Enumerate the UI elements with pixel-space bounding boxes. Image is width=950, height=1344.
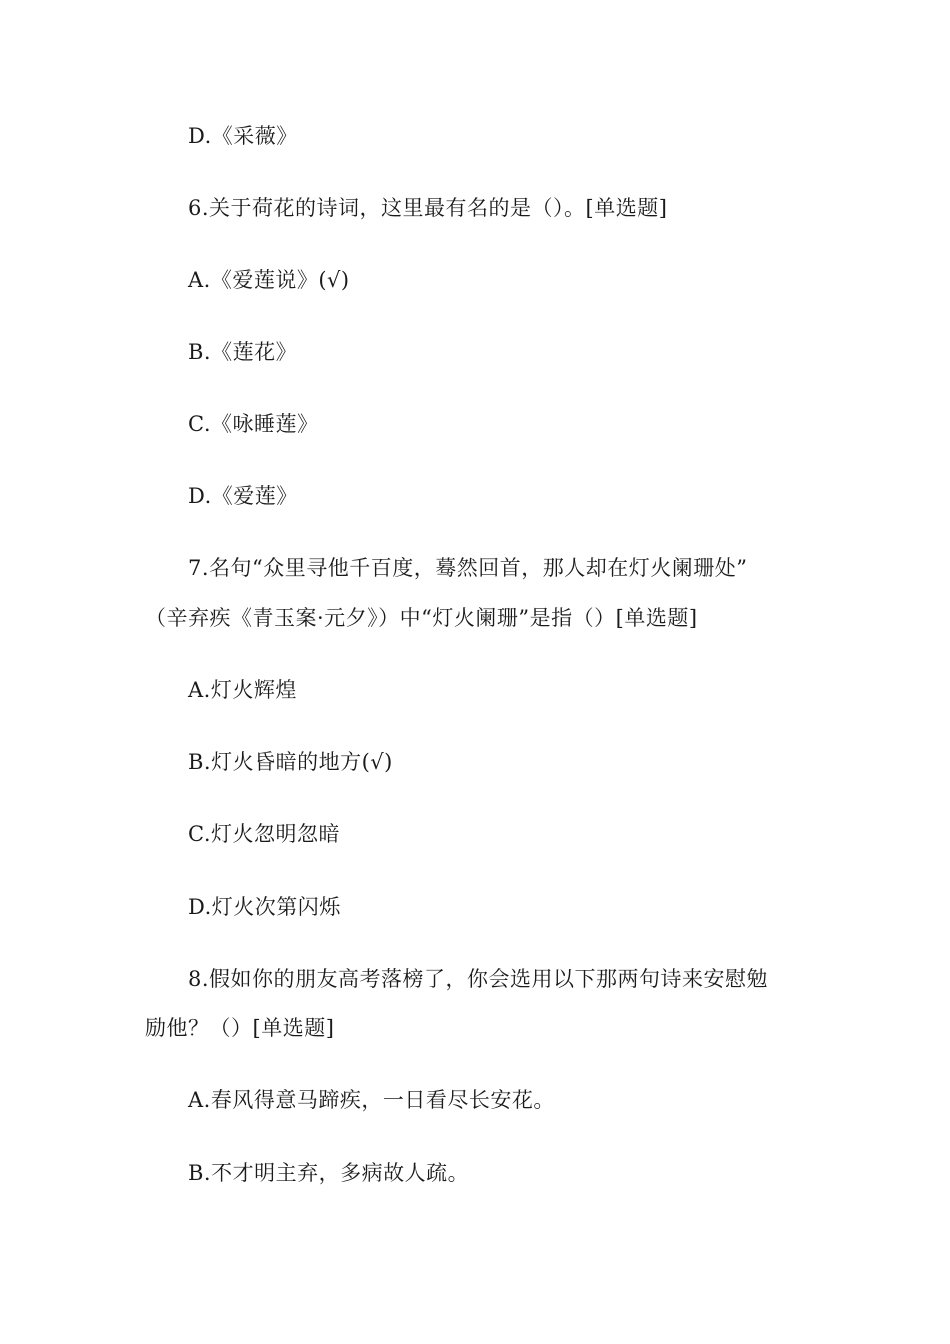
q7-option-d: D.灯火次第闪烁 bbox=[188, 895, 341, 919]
q8-option-b: B.不才明主弃，多病故人疏。 bbox=[188, 1161, 470, 1185]
q7-question: 7.名句“众里寻他千百度，蓦然回首，那人却在灯火阑珊处” bbox=[188, 556, 748, 580]
q6-option-b: B.《莲花》 bbox=[188, 340, 298, 364]
q7-option-b: B.灯火昏暗的地方(√) bbox=[188, 750, 393, 774]
q7-question-cont: （辛弃疾《青玉案·元夕》）中“灯火阑珊”是指（）[单选题] bbox=[145, 606, 698, 630]
q5-option-d: D.《采薇》 bbox=[188, 124, 298, 148]
q6-option-a: A.《爱莲说》(√) bbox=[188, 268, 350, 292]
q7-option-a: A.灯火辉煌 bbox=[188, 678, 297, 702]
q8-option-a: A.春风得意马蹄疾，一日看尽长安花。 bbox=[188, 1088, 555, 1112]
q6-option-c: C.《咏睡莲》 bbox=[188, 412, 319, 436]
q8-question: 8.假如你的朋友高考落榜了，你会选用以下那两句诗来安慰勉 bbox=[188, 967, 769, 991]
q7-option-c: C.灯火忽明忽暗 bbox=[188, 822, 340, 846]
q6-option-d: D.《爱莲》 bbox=[188, 484, 298, 508]
q8-question-cont: 励他？（）[单选题] bbox=[145, 1016, 335, 1040]
q6-question: 6.关于荷花的诗词，这里最有名的是（）。[单选题] bbox=[188, 196, 668, 220]
